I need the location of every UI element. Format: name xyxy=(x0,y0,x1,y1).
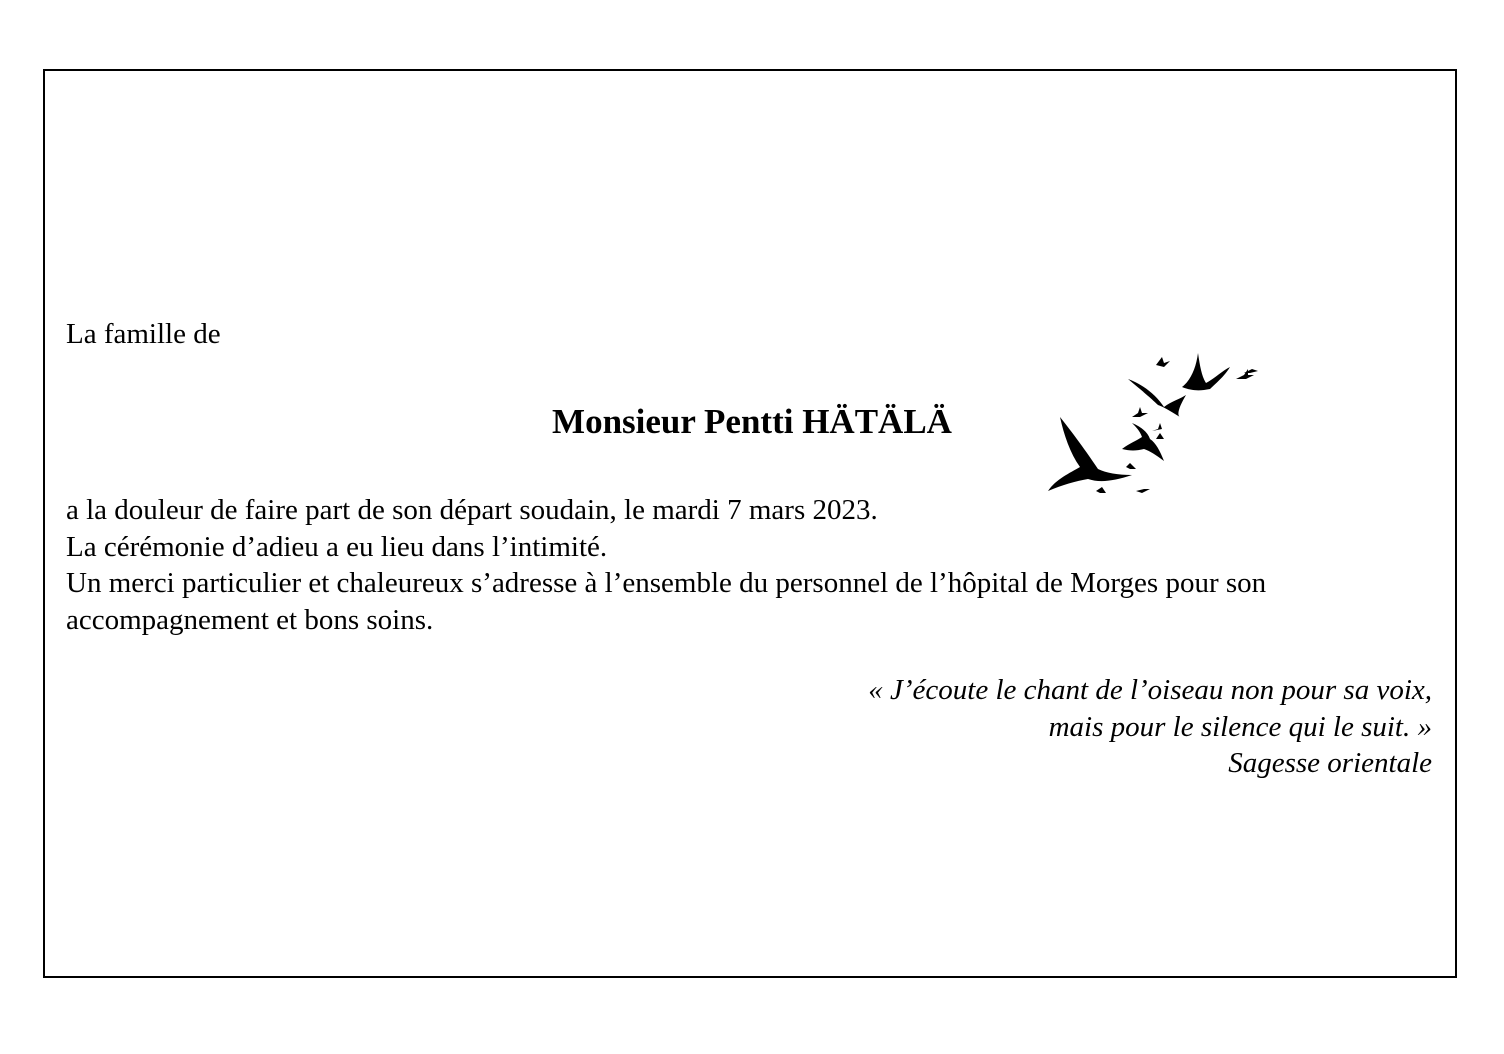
deceased-name: Monsieur Pentti HÄTÄLÄ xyxy=(552,402,952,441)
bird-silhouette-medium xyxy=(1128,379,1186,417)
announcement-body xyxy=(66,492,1446,638)
quote-line: « J’écoute le chant de l’oiseau non pour sa voix, xyxy=(868,674,1432,706)
announcement-line: Un merci particulier et chaleureux s’adresse à l’ensemble du personnel de l’hôpital de Morges pour son xyxy=(66,567,1267,599)
bird-silhouette-right xyxy=(1182,353,1230,390)
bird-silhouette-small xyxy=(1244,369,1258,373)
announcement-line: La cérémonie d’adieu a eu lieu dans l’intimité. xyxy=(66,530,608,563)
intro-text: La famille de xyxy=(66,318,221,350)
flying-birds-silhouette-icon xyxy=(1040,345,1270,505)
quote-line: mais pour le silence qui le suit. » xyxy=(1048,710,1432,743)
bird-silhouette-small xyxy=(1132,407,1148,417)
bird-silhouette-mid xyxy=(1122,423,1164,461)
bird-silhouette-small xyxy=(1152,423,1162,431)
bird-silhouette-large xyxy=(1048,417,1132,491)
quote-attribution: Sagesse orientale xyxy=(1228,747,1432,779)
bird-silhouette-small xyxy=(1126,463,1136,469)
bird-silhouette-small xyxy=(1156,433,1164,439)
quote xyxy=(868,672,1432,782)
announcement-line: accompagnement et bons soins. xyxy=(66,603,434,636)
announcement-line: a la douleur de faire part de son départ soudain, le mardi 7 mars 2023. xyxy=(66,494,878,526)
bird-silhouette-small xyxy=(1156,357,1170,367)
